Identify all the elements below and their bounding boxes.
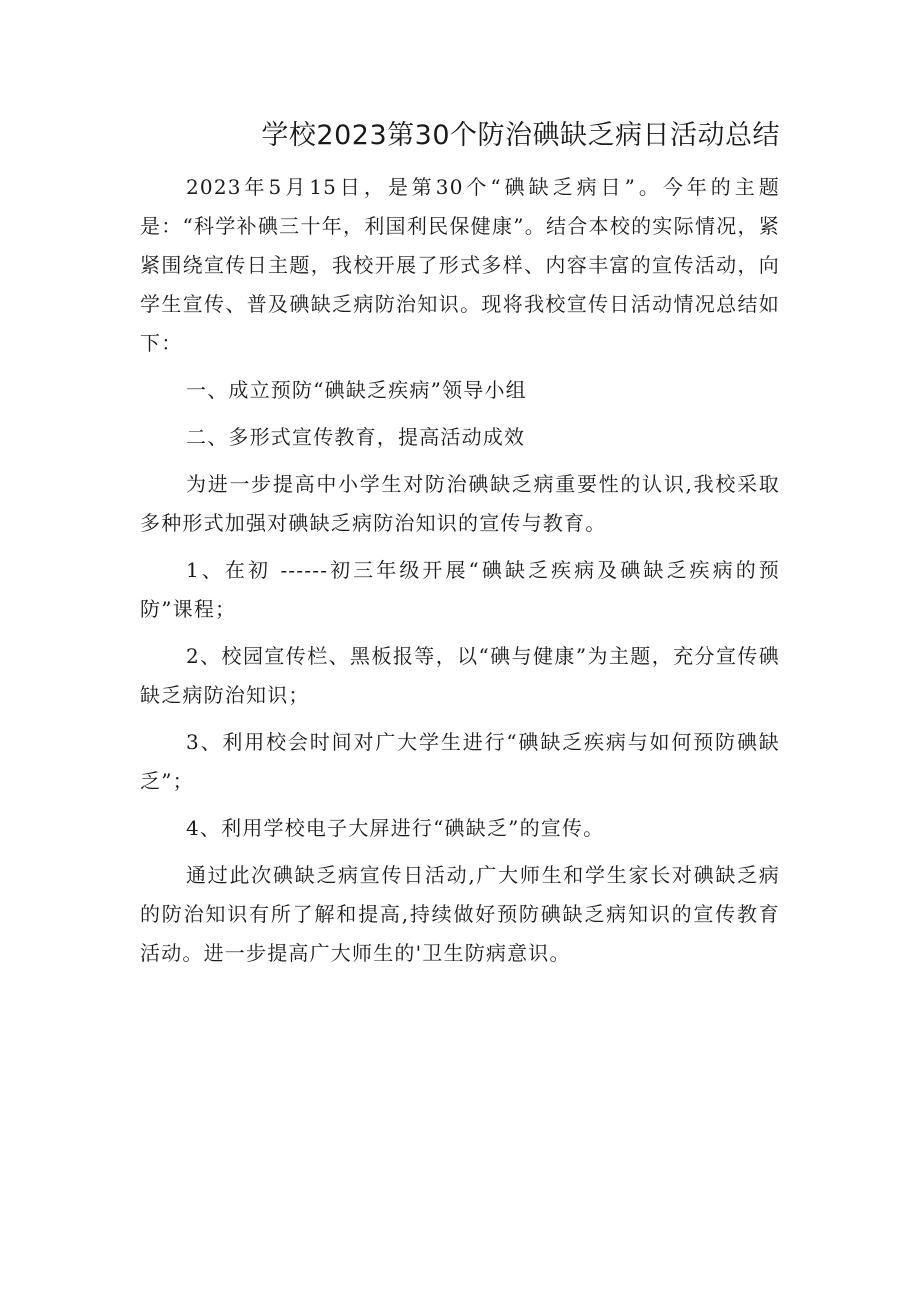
list-item-3: 3、利用校会时间对广大学生进行“碘缺乏疾病与如何预防碘缺乏”； bbox=[140, 730, 780, 793]
conclusion-paragraph: 通过此次碘缺乏病宣传日活动,广大师生和学生家长对碘缺乏病的防治知识有所了解和提高,持续做好预防碘缺乏病知识的宣传教育活动。进一步提高广大师生的'卫生防病意识。 bbox=[140, 863, 780, 965]
list-item-2: 2、校园宣传栏、黑板报等，以“碘与健康”为主题，充分宣传碘缺乏病防治知识； bbox=[140, 644, 780, 707]
intro-paragraph: 2023年5月15日，是第30个“碘缺乏病日”。今年的主题是：“科学补碘三十年，利国利民保健康”。结合本校的实际情况，紧紧围绕宣传日主题，我校开展了形式多样、内容丰富的宣传活动，向学生宣传、普及碘缺乏病防治知识。现将我校宣传日活动情况总结如下： bbox=[140, 175, 780, 355]
section-heading-1: 一、成立预防“碘缺乏疾病”领导小组 bbox=[186, 378, 527, 402]
section-heading-2: 二、多形式宣传教育，提高活动成效 bbox=[186, 425, 526, 449]
section-2-paragraph: 为进一步提高中小学生对防治碘缺乏病重要性的认识,我校采取多种形式加强对碘缺乏病防治知识的宣传与教育。 bbox=[140, 472, 780, 535]
document-title: 学校2023第30个防治碘缺乏病日活动总结 bbox=[261, 120, 780, 151]
document-body bbox=[140, 168, 780, 973]
list-item-1: 1、在初 ------初三年级开展“碘缺乏疾病及碘缺乏疾病的预防”课程； bbox=[140, 558, 780, 621]
list-item-4: 4、利用学校电子大屏进行“碘缺乏”的宣传。 bbox=[186, 816, 605, 840]
